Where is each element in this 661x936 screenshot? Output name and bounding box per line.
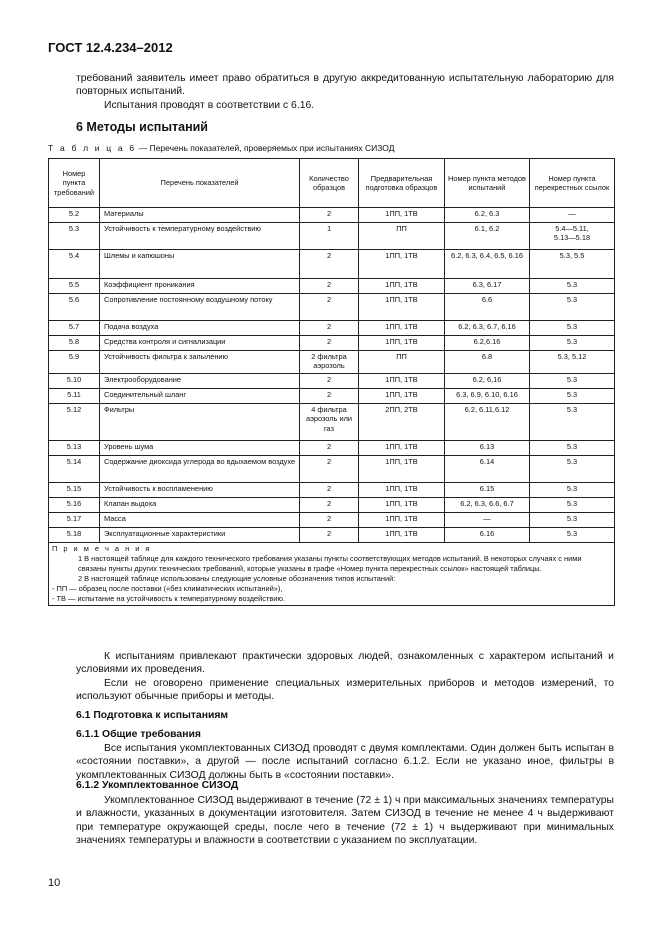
cell-indicator: Шлемы и капюшоны — [100, 250, 300, 279]
cell-methods: 6.13 — [445, 441, 530, 456]
note-1 — [52, 554, 611, 574]
cell-requirement: 5.18 — [49, 528, 100, 543]
table-row — [49, 294, 615, 321]
intro-line: Испытания проводят в соответствии с 6.16. — [104, 100, 315, 111]
cell-preparation: ПП — [359, 351, 445, 374]
cell-crossref: 5.3 — [530, 456, 615, 483]
paragraph-participants: К испытаниям привлекают практически здоровых людей, ознакомленных с характером испытаний и условиями их проведения. — [76, 651, 614, 676]
cell-samples: 2 — [300, 279, 359, 294]
cell-requirement: 5.7 — [49, 321, 100, 336]
cell-samples: 2 — [300, 321, 359, 336]
cell-requirement: 5.9 — [49, 351, 100, 374]
note-2: 2 В настоящей таблице использованы следующие условные обозначения типов испытаний: — [78, 574, 396, 583]
cell-crossref: 5.3 — [530, 441, 615, 456]
cell-methods: 6.2, 6.11,6.12 — [445, 404, 530, 441]
cell-methods: 6.2, 6,16 — [445, 374, 530, 389]
cell-crossref: 5.3, 5.5 — [530, 250, 615, 279]
cell-samples: 1 — [300, 223, 359, 250]
cell-crossref: — — [530, 208, 615, 223]
cell-methods: 6.6 — [445, 294, 530, 321]
table-row — [49, 336, 615, 351]
cell-requirement: 5.2 — [49, 208, 100, 223]
cell-crossref: 5.3 — [530, 294, 615, 321]
cell-methods: 6.2, 6.3, 6.7, 6.16 — [445, 321, 530, 336]
paragraph-6-1-1: Все испытания укомплектованных СИЗОД проводят с двумя комплектами. Один должен быть испытан в «состоянии поставки», а другой — после испытаний согласно 6.1.2. Если не указано иное, фильтры в укомплектованных СИЗОД должны быть в «состоянии поставки». — [76, 743, 614, 781]
cell-indicator: Сопротивление постоянному воздушному потоку — [100, 294, 300, 321]
note-2a: - ПП — образец после поставки («без климатических испытаний»), — [52, 584, 283, 593]
cell-preparation: 1ПП, 1ТВ — [359, 294, 445, 321]
table-caption-prefix: Т а б л и ц а 6 — [48, 143, 137, 153]
table-row — [49, 351, 615, 374]
table-row — [49, 374, 615, 389]
cell-indicator: Устойчивость к температурному воздействию — [100, 223, 300, 250]
subsection-6-1-2: 6.1.2 Укомплектованное СИЗОД — [76, 780, 239, 791]
paragraph-instruments: Если не оговорено применение специальных измерительных приборов и методов измерений, то используют обычные приборы и методы. — [76, 678, 614, 703]
cell-indicator: Электрооборудование — [100, 374, 300, 389]
cell-indicator: Масса — [100, 513, 300, 528]
cell-indicator: Материалы — [100, 208, 300, 223]
cell-samples: 2 — [300, 250, 359, 279]
table-notes — [49, 543, 615, 606]
cell-samples: 4 фильтра аэрозоль или газ — [300, 404, 359, 441]
cell-requirement: 5.17 — [49, 513, 100, 528]
subsection-6-1-1: 6.1.1 Общие требования — [76, 729, 201, 740]
cell-crossref: 5.3 — [530, 389, 615, 404]
cell-requirement: 5.8 — [49, 336, 100, 351]
cell-samples: 2 — [300, 374, 359, 389]
cell-preparation: 1ПП, 1ТВ — [359, 389, 445, 404]
cell-samples: 2 фильтра аэрозоль — [300, 351, 359, 374]
cell-crossref: 5.4—5.11, 5.13—5.18 — [530, 223, 615, 250]
indicators-table — [48, 158, 615, 606]
intro-paragraph: требований заявитель имеет право обратиться в другую аккредитованную испытательную лабораторию для повторных испытаний. — [76, 73, 614, 98]
table-row — [49, 250, 615, 279]
cell-indicator: Коэффициент проникания — [100, 279, 300, 294]
cell-samples: 2 — [300, 208, 359, 223]
cell-requirement: 5.12 — [49, 404, 100, 441]
cell-preparation: 1ПП, 1ТВ — [359, 498, 445, 513]
note-1-text: 1 В настоящей таблице для каждого технического требования указаны пункты соответствующих методов испытаний. В некоторых случаях с ними связаны пункты других технических требований, которые указаны в графе «Номер пункта перекрестных ссылок» настоящей таблицы. — [78, 554, 582, 573]
cell-requirement: 5.6 — [49, 294, 100, 321]
table-row — [49, 321, 615, 336]
cell-preparation: 1ПП, 1ТВ — [359, 321, 445, 336]
cell-crossref: 5.3 — [530, 336, 615, 351]
cell-crossref: 5.3, 5.12 — [530, 351, 615, 374]
cell-methods: 6.3, 6.17 — [445, 279, 530, 294]
cell-crossref: 5.3 — [530, 498, 615, 513]
notes-row — [49, 543, 615, 606]
col-header-indicators: Перечень показателей — [100, 159, 300, 208]
cell-requirement: 5.13 — [49, 441, 100, 456]
cell-requirement: 5.3 — [49, 223, 100, 250]
cell-requirement: 5.10 — [49, 374, 100, 389]
running-header: ГОСТ 12.4.234–2012 — [48, 40, 173, 55]
col-header-preparation: Предварительная подготовка образцов — [359, 159, 445, 208]
cell-indicator: Устойчивость к воспламенению — [100, 483, 300, 498]
note-2b: - ТВ — испытание на устойчивость к температурному воздействию. — [52, 594, 286, 603]
cell-preparation: 1ПП, 1ТВ — [359, 250, 445, 279]
cell-crossref: 5.3 — [530, 321, 615, 336]
table-row — [49, 389, 615, 404]
cell-indicator: Эксплуатационные характеристики — [100, 528, 300, 543]
cell-requirement: 5.5 — [49, 279, 100, 294]
cell-requirement: 5.4 — [49, 250, 100, 279]
cell-preparation: 1ПП, 1ТВ — [359, 483, 445, 498]
cell-preparation: 1ПП, 1ТВ — [359, 441, 445, 456]
col-header-samples: Количество образцов — [300, 159, 359, 208]
cell-samples: 2 — [300, 528, 359, 543]
cell-crossref: 5.3 — [530, 374, 615, 389]
table-row — [49, 483, 615, 498]
section-title: 6 Методы испытаний — [76, 120, 208, 134]
table-row — [49, 513, 615, 528]
cell-preparation: 1ПП, 1ТВ — [359, 456, 445, 483]
cell-preparation: 1ПП, 1ТВ — [359, 208, 445, 223]
cell-samples: 2 — [300, 336, 359, 351]
cell-preparation: 1ПП, 1ТВ — [359, 336, 445, 351]
cell-preparation: 1ПП, 1ТВ — [359, 513, 445, 528]
cell-methods: 6.1, 6.2 — [445, 223, 530, 250]
cell-samples: 2 — [300, 456, 359, 483]
col-header-crossref: Номер пункта перекрестных ссылок — [530, 159, 615, 208]
cell-preparation: 1ПП, 1ТВ — [359, 374, 445, 389]
cell-crossref: 5.3 — [530, 404, 615, 441]
cell-indicator: Устойчивость фильтра к запылению — [100, 351, 300, 374]
col-header-methods: Номер пункта методов испытаний — [445, 159, 530, 208]
cell-requirement: 5.16 — [49, 498, 100, 513]
cell-crossref: 5.3 — [530, 528, 615, 543]
cell-samples: 2 — [300, 498, 359, 513]
table-caption — [48, 143, 394, 153]
cell-methods: 6.16 — [445, 528, 530, 543]
cell-indicator: Фильтры — [100, 404, 300, 441]
table-row — [49, 279, 615, 294]
table-caption-text: — Перечень показателей, проверяемых при испытаниях СИЗОД — [136, 143, 395, 153]
cell-preparation: 1ПП, 1ТВ — [359, 279, 445, 294]
cell-methods: 6.14 — [445, 456, 530, 483]
cell-requirement: 5.11 — [49, 389, 100, 404]
cell-samples: 2 — [300, 483, 359, 498]
cell-methods: 6.2, 6.3, 6.6, 6.7 — [445, 498, 530, 513]
cell-indicator: Содержание диоксида углерода во вдыхаемом воздухе — [100, 456, 300, 483]
cell-samples: 2 — [300, 389, 359, 404]
table-row — [49, 441, 615, 456]
cell-methods: — — [445, 513, 530, 528]
table-row — [49, 404, 615, 441]
cell-samples: 2 — [300, 513, 359, 528]
cell-samples: 2 — [300, 294, 359, 321]
cell-crossref: 5.3 — [530, 513, 615, 528]
cell-crossref: 5.3 — [530, 483, 615, 498]
cell-methods: 6.2, 6.3, 6.4, 6.5, 6.16 — [445, 250, 530, 279]
cell-indicator: Уровень шума — [100, 441, 300, 456]
table-row — [49, 528, 615, 543]
cell-methods: 6.8 — [445, 351, 530, 374]
cell-indicator: Клапан выдоха — [100, 498, 300, 513]
cell-requirement: 5.15 — [49, 483, 100, 498]
cell-methods: 6.2, 6.3 — [445, 208, 530, 223]
subsection-6-1: 6.1 Подготовка к испытаниям — [76, 710, 229, 721]
paragraph-6-1-2: Укомплектованное СИЗОД выдерживают в течение (72 ± 1) ч при максимальных значениях температуры и влажности, указанных в документации изготовителя. Затем СИЗОД в течение не менее 4 ч выдерживают при температуре окружающей среды, после чего в течение (72 ± 1) ч выдерживают при минимальных значениях температуры и влажности в соответствии с указанием по эксплуатации. — [76, 795, 614, 847]
col-header-requirement: Номер пункта требований — [49, 159, 100, 208]
cell-samples: 2 — [300, 441, 359, 456]
table-row — [49, 456, 615, 483]
cell-indicator: Подача воздуха — [100, 321, 300, 336]
notes-title: П р и м е ч а н и я — [52, 544, 152, 553]
cell-preparation: 2ПП, 2ТВ — [359, 404, 445, 441]
cell-indicator: Средства контроля и сигнализации — [100, 336, 300, 351]
cell-crossref: 5.3 — [530, 279, 615, 294]
table-header-row — [49, 159, 615, 208]
cell-preparation: ПП — [359, 223, 445, 250]
table-row — [49, 223, 615, 250]
cell-methods: 6.15 — [445, 483, 530, 498]
cell-methods: 6.3, 6.9, 6.10, 6.16 — [445, 389, 530, 404]
page-number: 10 — [48, 877, 61, 889]
cell-preparation: 1ПП, 1ТВ — [359, 528, 445, 543]
cell-methods: 6.2,6.16 — [445, 336, 530, 351]
table-row — [49, 208, 615, 223]
cell-indicator: Соединительный шланг — [100, 389, 300, 404]
cell-requirement: 5.14 — [49, 456, 100, 483]
table-row — [49, 498, 615, 513]
